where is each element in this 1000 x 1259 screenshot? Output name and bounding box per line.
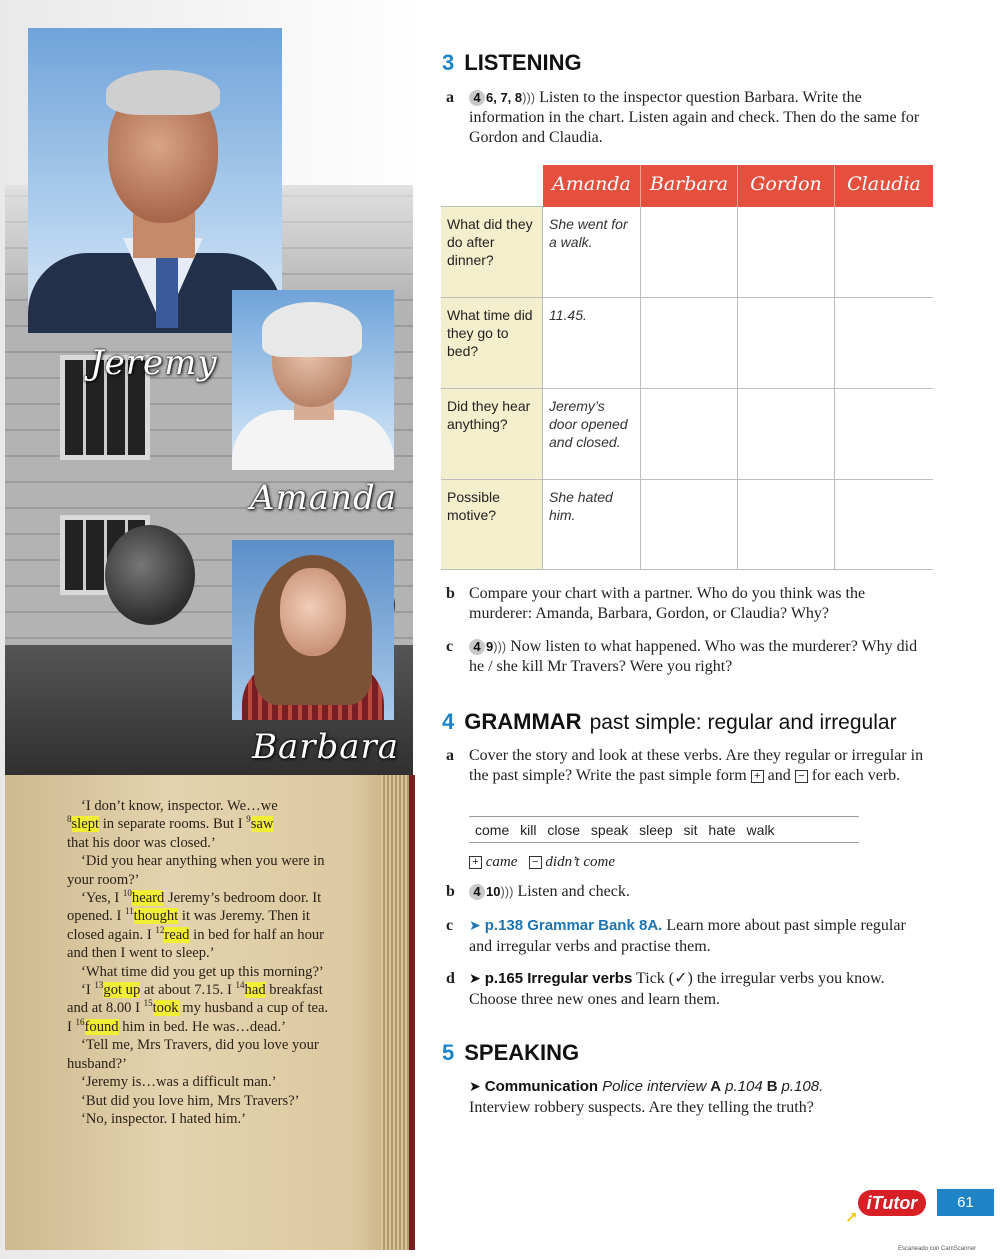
story-line: in bed for half an hour and then I went to sleep.’: [67, 926, 325, 962]
chart-header-barbara: Barbara: [641, 165, 738, 207]
verb-list: come kill close speak sleep sit hate walk: [469, 816, 859, 843]
story-line: ‘What time did you get up this morning?’: [81, 963, 324, 980]
chart-header-amanda: Amanda: [543, 165, 641, 207]
chart-blank-cell[interactable]: [835, 298, 933, 389]
story-line: ‘I: [81, 982, 91, 999]
chart-blank-cell[interactable]: [835, 207, 933, 298]
story-line: ‘But did you love him, Mrs Travers?’: [81, 1092, 300, 1109]
chart-blank-cell[interactable]: [641, 480, 738, 570]
irregular-verbs-link[interactable]: p.165 Irregular verbs: [484, 970, 633, 987]
highlighted-verb: heard: [131, 890, 165, 907]
cd-icon: 4: [469, 90, 485, 106]
chart-blank-cell[interactable]: [835, 389, 933, 480]
chart-answer: She hated him.: [543, 480, 641, 570]
highlighted-verb: got up: [103, 982, 141, 999]
audio-wave-icon: ))): [522, 90, 536, 105]
topiary-bush: [105, 525, 195, 625]
section-number: 3: [442, 50, 455, 75]
section-4-heading: [442, 709, 897, 735]
page-reference[interactable]: p.108.: [781, 1078, 824, 1095]
scanner-watermark: Escaneado con CamScanner: [898, 1246, 977, 1252]
page-number: 61: [937, 1189, 994, 1216]
exercise-letter: b: [446, 585, 455, 602]
book-cover-edge: [409, 775, 415, 1250]
plus-box-icon: +: [751, 770, 764, 783]
exercise-4b: [446, 882, 926, 902]
story-line: my husband a cup of tea.: [182, 1000, 329, 1017]
exercise-letter: a: [446, 89, 454, 106]
story-line: that his door was closed.’: [67, 834, 216, 851]
barbara-name-label: Barbara: [252, 727, 400, 767]
story-line: ‘I don’t know, inspector. We…we: [81, 798, 278, 814]
chart-answer: She went for a walk.: [543, 207, 641, 298]
chart-empty-corner: [441, 165, 543, 207]
footnote-number: 10: [122, 888, 132, 899]
section-3-heading: [442, 50, 582, 76]
instruction-text: Interview robbery suspects. Are they telling the truth?: [469, 1099, 814, 1116]
chart-blank-cell[interactable]: [738, 480, 835, 570]
story-line: at about 7.15. I: [143, 982, 232, 999]
jeremy-photo: [28, 28, 282, 333]
highlighted-verb: read: [164, 926, 190, 943]
arrow-right-icon: ➤: [469, 1080, 481, 1095]
chart-answer: Jeremy’s door opened and closed.: [543, 389, 641, 480]
exercise-letter: d: [446, 970, 455, 987]
chart-answer: 11.45.: [543, 298, 641, 389]
chart-blank-cell[interactable]: [738, 207, 835, 298]
minus-box-icon: −: [529, 856, 542, 869]
instruction-text: Listen and check.: [517, 883, 630, 900]
footnote-number: 12: [155, 924, 165, 935]
instruction-text: Learn more about past simple regular and irregular verbs and practise them.: [469, 917, 906, 955]
highlighted-verb: saw: [250, 816, 274, 833]
itutor-button[interactable]: iTutor: [858, 1190, 926, 1216]
chart-question: Possible motive?: [441, 480, 543, 570]
student-a-label: A: [710, 1078, 722, 1095]
story-line: ‘Did you hear anything when you were in your room?’: [67, 853, 325, 888]
footnote-number: 9: [246, 814, 251, 825]
highlighted-verb: had: [244, 982, 266, 999]
instruction-text: Cover the story and look at these verbs. Are they regular or irregular in the past simple? Write the past simple form: [469, 747, 924, 784]
footnote-number: 14: [235, 980, 245, 991]
listening-chart: [441, 165, 933, 570]
footnote-number: 15: [143, 998, 153, 1009]
story-line: breakfast and at 8.00 I: [67, 982, 323, 1017]
story-line: him in bed. He was…dead.’: [122, 1018, 286, 1035]
exercise-3b: [446, 584, 926, 624]
chart-blank-cell[interactable]: [641, 207, 738, 298]
section-subtitle: past simple: regular and irregular: [589, 711, 897, 734]
instruction-text: Listen to the inspector question Barbara. Write the information in the chart. Listen again and check. Then do the same for Gordon and Claudia.: [469, 89, 920, 146]
example-positive: came: [485, 854, 518, 870]
example-answer: [469, 854, 615, 871]
chart-question: Did they hear anything?: [441, 389, 543, 480]
exercise-letter: c: [446, 917, 454, 934]
student-b-label: B: [766, 1078, 778, 1095]
highlighted-verb: thought: [133, 908, 179, 925]
track-numbers: 6, 7, 8: [486, 90, 523, 105]
chart-blank-cell[interactable]: [738, 389, 835, 480]
minus-box-icon: −: [795, 770, 808, 783]
footnote-number: 8: [67, 814, 72, 825]
exercise-4d: [446, 969, 926, 1010]
communication-link[interactable]: Communication: [484, 1078, 599, 1095]
story-line: ‘No, inspector. I hated him.’: [81, 1110, 246, 1127]
chart-blank-cell[interactable]: [641, 298, 738, 389]
story-line: ‘Yes, I: [81, 890, 120, 907]
chart-blank-cell[interactable]: [738, 298, 835, 389]
exercise-3a: [446, 88, 926, 148]
audio-track-button[interactable]: [469, 88, 535, 108]
section-title: SPEAKING: [464, 1040, 580, 1065]
track-numbers: 10: [486, 884, 501, 899]
section-number: 5: [442, 1040, 455, 1065]
exercise-letter: c: [446, 638, 454, 655]
example-negative: didn’t come: [545, 854, 615, 870]
footnote-number: 11: [124, 906, 134, 917]
cd-icon: 4: [469, 884, 485, 900]
exercise-4c: [446, 916, 926, 957]
audio-wave-icon: ))): [493, 639, 507, 654]
exercise-letter: b: [446, 883, 455, 900]
story-line: I: [67, 1018, 72, 1035]
section-5-heading: [442, 1040, 579, 1066]
barbara-photo: [232, 540, 394, 720]
instruction-text: Tick (✓) the irregular verbs you know. Choose three new ones and learn them.: [469, 970, 885, 1008]
exercise-4a: [446, 746, 926, 786]
story-line: Jeremy’s bedroom door. It opened. I: [67, 890, 322, 925]
chart-header-claudia: Claudia: [835, 165, 933, 207]
track-numbers: 9: [486, 639, 494, 654]
highlighted-verb: took: [152, 1000, 179, 1017]
story-text: [67, 797, 329, 1128]
instruction-text: Compare your chart with a partner. Who do you think was the murderer: Amanda, Barbara, Gordon, or Claudia? Why?: [469, 585, 866, 622]
cd-icon: 4: [469, 639, 485, 655]
chart-blank-cell[interactable]: [641, 389, 738, 480]
arrow-right-icon: ➤: [469, 919, 481, 934]
highlighted-verb: found: [84, 1018, 119, 1035]
amanda-photo: [232, 290, 394, 470]
story-line: ‘Jeremy is…was a difficult man.’: [81, 1074, 277, 1091]
instruction-text: and: [767, 767, 791, 784]
chart-blank-cell[interactable]: [835, 480, 933, 570]
exercise-letter: a: [446, 747, 454, 764]
footnote-number: 16: [75, 1017, 85, 1028]
cursor-icon: ➚: [845, 1209, 859, 1226]
chart-question: What time did they go to bed?: [441, 298, 543, 389]
audio-track-button[interactable]: [469, 882, 513, 902]
instruction-text: for each verb.: [811, 767, 901, 784]
page-reference[interactable]: p.104: [725, 1078, 763, 1095]
activity-name: Police interview: [602, 1078, 707, 1095]
plus-box-icon: +: [469, 856, 482, 869]
arrow-right-icon: ➤: [469, 972, 481, 987]
amanda-name-label: Amanda: [250, 478, 397, 518]
instruction-text: Now listen to what happened. Who was the murderer? Why did he / she kill Mr Travers? Were you right?: [469, 638, 918, 675]
story-line: in separate rooms. But I: [102, 816, 243, 833]
chart-header-gordon: Gordon: [738, 165, 835, 207]
open-book: [5, 775, 415, 1250]
audio-wave-icon: ))): [500, 884, 514, 899]
highlighted-verb: slept: [71, 816, 100, 833]
section-title: GRAMMAR: [464, 709, 582, 734]
exercise-5: [446, 1077, 926, 1118]
left-illustration-column: [0, 0, 420, 1259]
section-number: 4: [442, 709, 455, 734]
audio-track-button[interactable]: [469, 637, 506, 657]
chart-question: What did they do after dinner?: [441, 207, 543, 298]
exercise-3c: [446, 637, 926, 677]
story-line: it was Jeremy. Then it closed again. I: [67, 908, 310, 943]
grammar-bank-link[interactable]: p.138 Grammar Bank 8A.: [484, 917, 663, 934]
story-line: ‘Tell me, Mrs Travers, did you love your husband?’: [67, 1037, 319, 1072]
section-title: LISTENING: [464, 50, 582, 75]
jeremy-name-label: Jeremy: [90, 343, 218, 383]
footnote-number: 13: [94, 980, 104, 991]
